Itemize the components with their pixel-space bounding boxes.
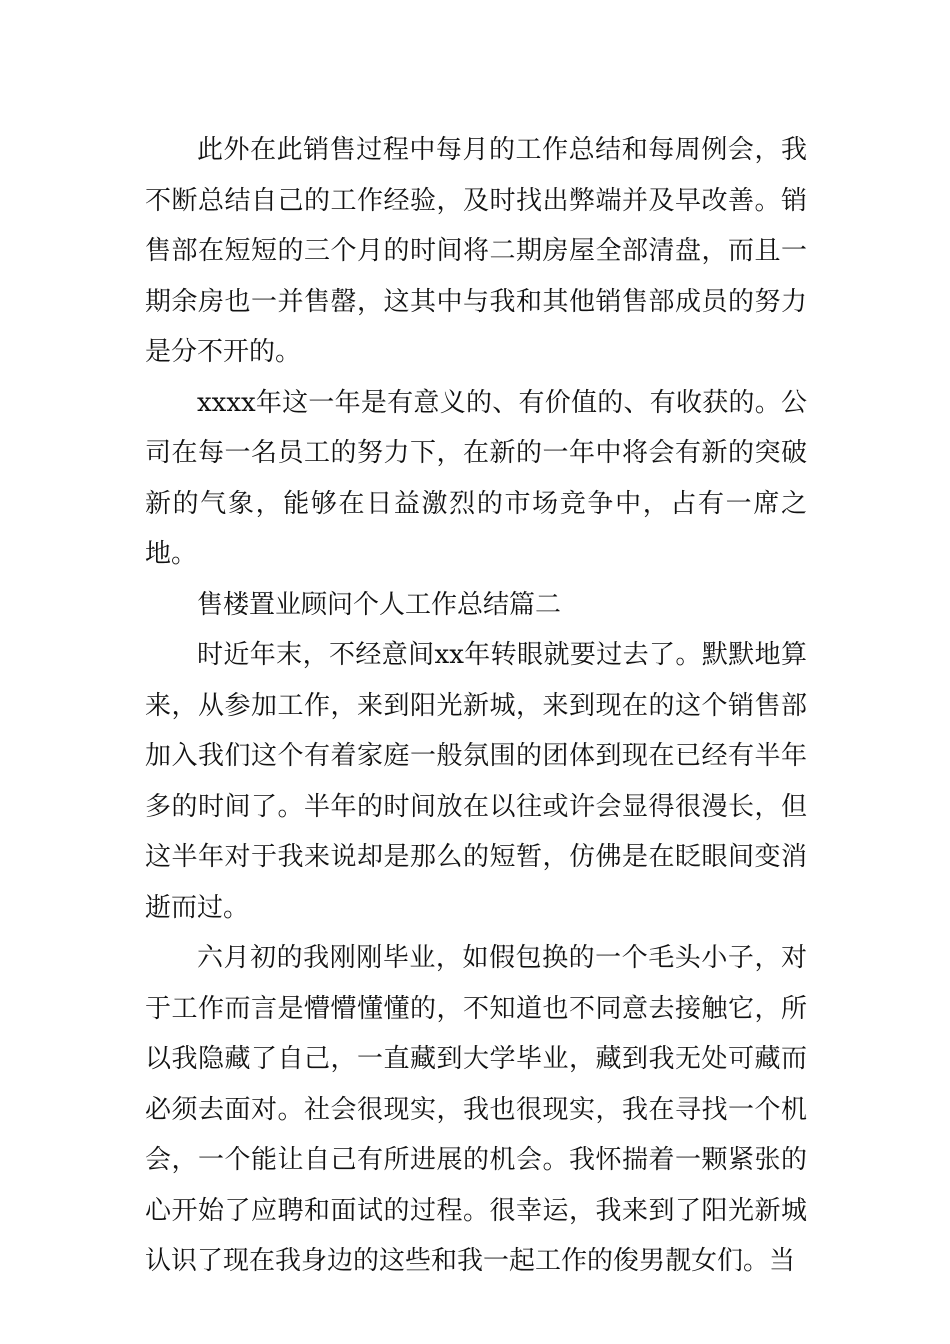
paragraph-year-summary: xxxx年这一年是有意义的、有价值的、有收获的。公司在每一名员工的努力下，在新的一年中将会有新的突破新的气象，能够在日益激烈的市场竞争中，占有一席之地。 [145,387,807,569]
paragraph-year-end: 时近年末，不经意间xx年转眼就要过去了。默默地算来，从参加工作，来到阳光新城，来到现在的这个销售部加入我们这个有着家庭一般氛围的团体到现在已经有半年多的时间了。半年的时间放在以往或许会显得很漫长，但这半年对于我来说却是那么的短暂，仿佛是在眨眼间变消逝而过。 [145,640,807,923]
document-body [145,125,807,1287]
section-heading: 售楼置业顾问个人工作总结篇二 [197,589,562,620]
paragraph-graduation: 六月初的我刚刚毕业，如假包换的一个毛头小子，对于工作而言是懵懵懂懂的，不知道也不同意去接触它，所以我隐藏了自己，一直藏到大学毕业，藏到我无处可藏而必须去面对。社会很现实，我也很现实，我在寻找一个机会，一个能让自己有所进展的机会。我怀揣着一颗紧张的心开始了应聘和面试的过程。很幸运，我来到了阳光新城认识了现在我身边的这些和我一起工作的俊男靓女们。当 [145,943,807,1276]
paragraph-sales-process: 此外在此销售过程中每月的工作总结和每周例会，我不断总结自己的工作经验，及时找出弊端并及早改善。销售部在短短的三个月的时间将二期房屋全部清盘，而且一期余房也一并售罄，这其中与我和其他销售部成员的努力是分不开的。 [145,135,807,367]
